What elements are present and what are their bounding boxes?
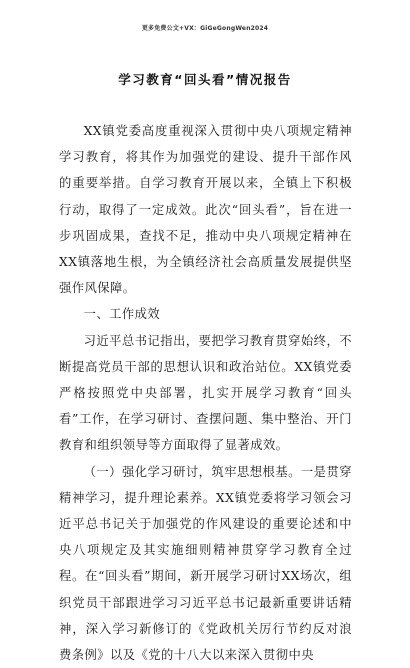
body-paragraph: 习近平总书记指出，要把学习教育贯穿始终，不断提高党员干部的思想认识和政治站位。XX镇党委严格按照党中央部署，扎实开展学习教育“回头看”工作，在学习研讨、查摆问题、集中整治、开门教育和组织领导等方面取得了显著成效。 — [59, 333, 352, 453]
intro-paragraph: XX镇党委高度重视深入贯彻中央八项规定精神学习教育，将其作为加强党的建设、提升干部作风的重要举措。自学习教育开展以来，全镇上下积极行动，取得了一定成效。此次“回头看”，旨在进一步巩固成果，查找不足，推动中央八项规定精神在XX镇落地生根，为全镇经济社会高质量发展提供坚强作风保障。 — [59, 124, 352, 296]
document-title: 学习教育“回头看”情况报告 — [118, 72, 292, 87]
body-paragraph: （一）强化学习研讨，筑牢思想根基。一是贯穿精神学习，提升理论素养。XX镇党委将学习领会习近平总书记关于加强党的作风建设的重要论述和中央八项规定及其实施细则精神贯穿学习教育全过程。在“回头看”期间，新开展学习研讨XX场次，组织党员干部跟进学习习近平总书记最新重要讲话精神，深入学习新修订的《党政机关厉行节约反对浪费条例》以及《党的十八大以来深入贯彻中央 — [59, 464, 352, 663]
document-body — [59, 118, 352, 668]
header-note: 更多免费公文+VX：GiGeGongWen2024 — [141, 25, 269, 32]
section-heading: 一、工作成效 — [83, 307, 161, 322]
